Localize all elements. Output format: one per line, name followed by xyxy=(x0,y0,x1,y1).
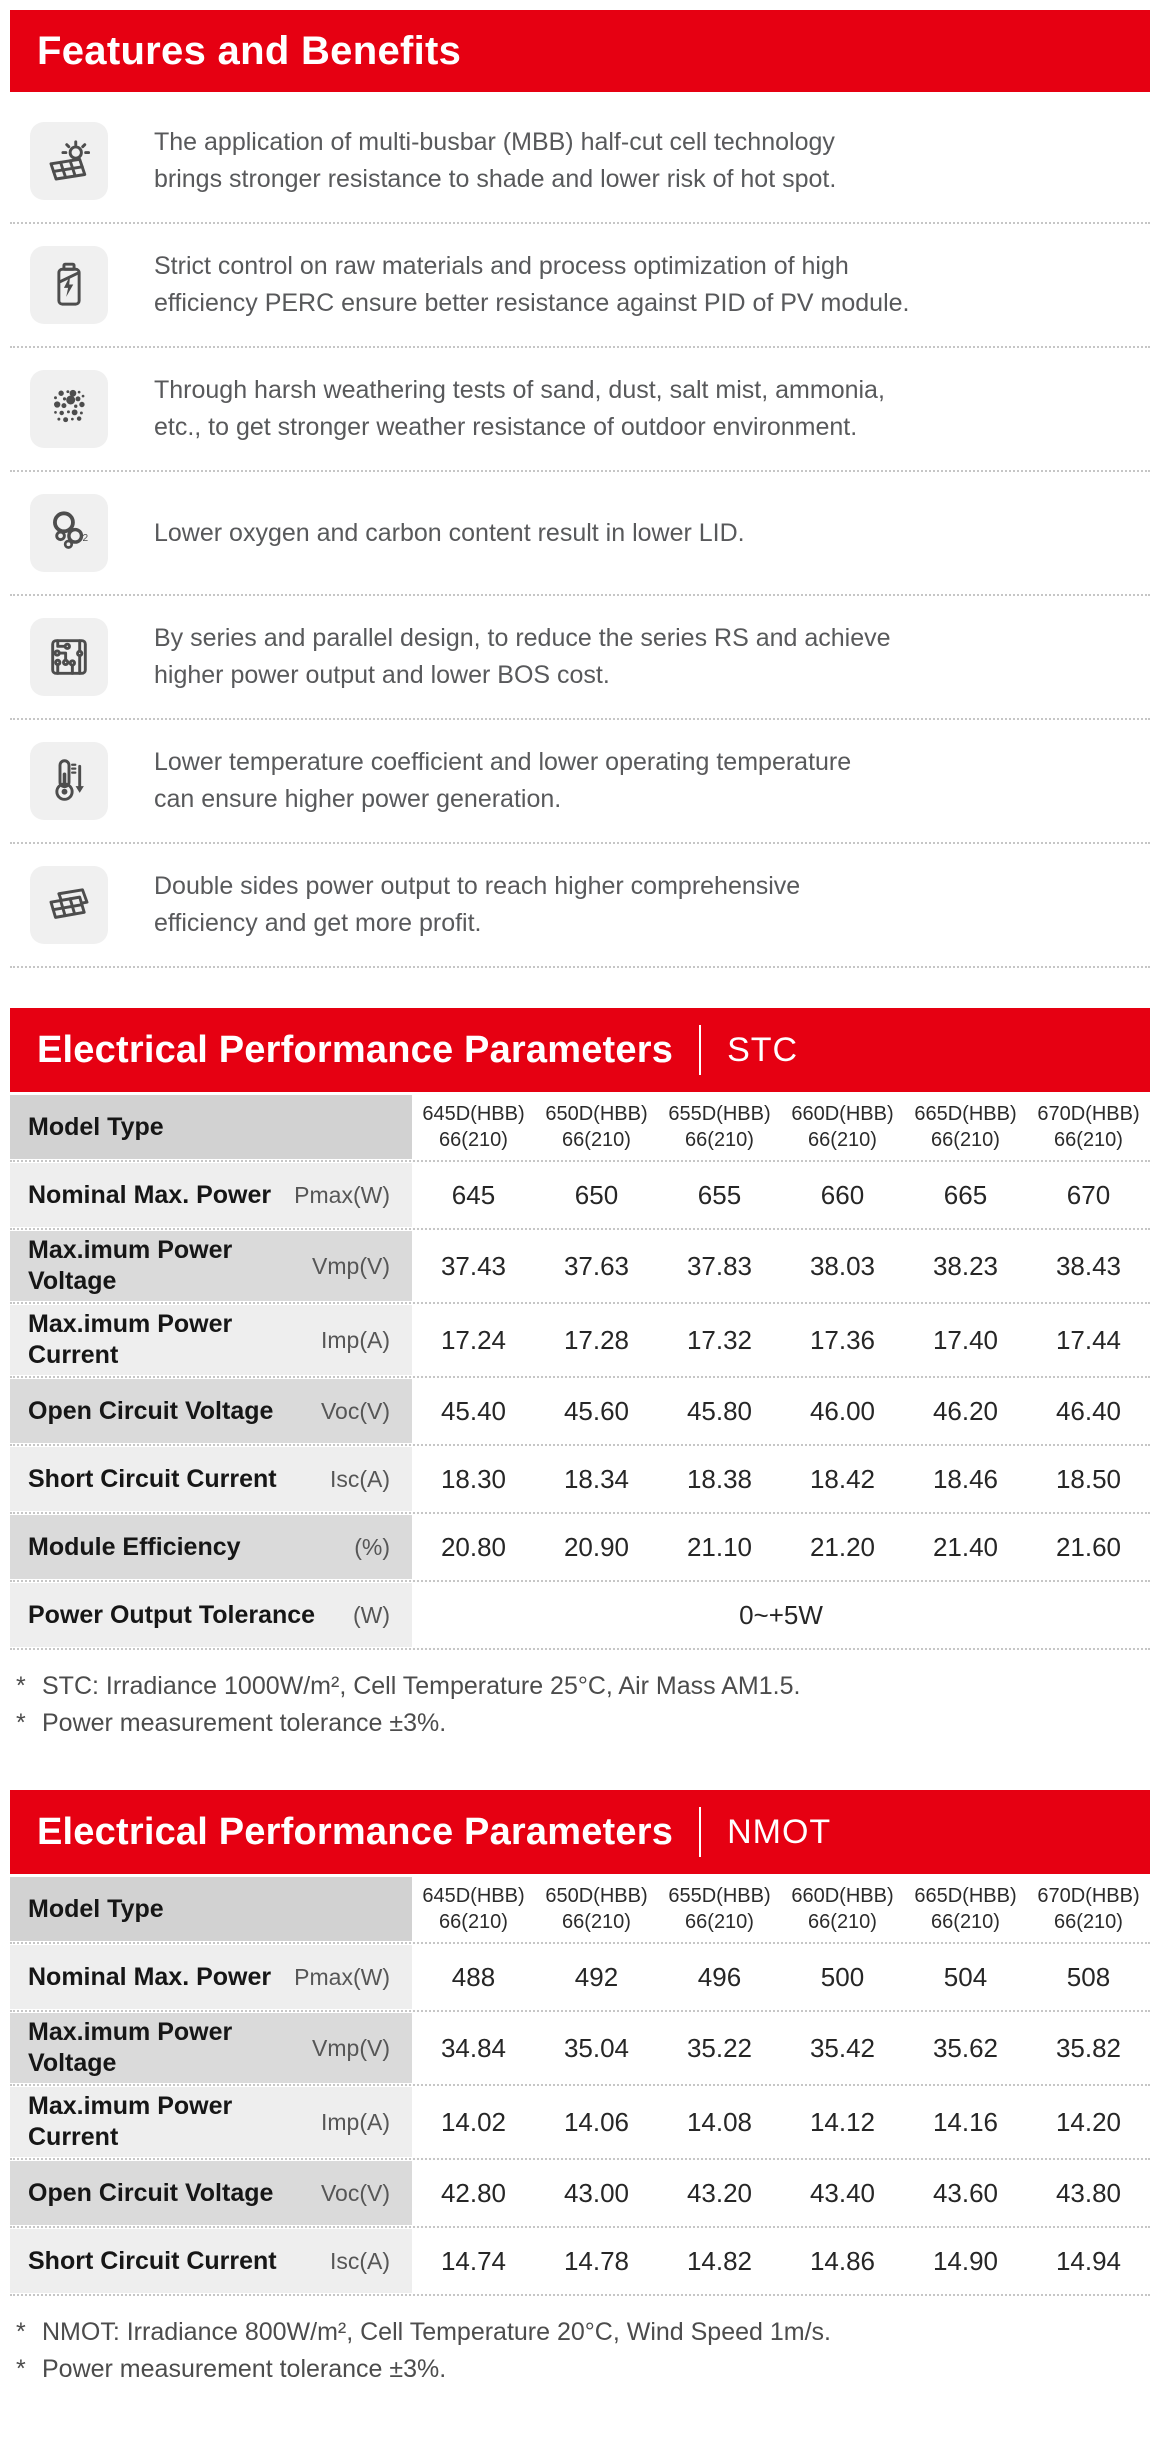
parameter-label: Max.imum Power Voltage xyxy=(28,1236,233,1295)
value-cell: 660 xyxy=(781,1163,904,1227)
row-separator xyxy=(10,2226,1150,2228)
value-cell: 18.50 xyxy=(1027,1447,1150,1511)
model-name-line1: 645D(HBB) xyxy=(422,1885,525,1907)
value-cell: 37.83 xyxy=(658,1231,781,1301)
value-cell: 43.60 xyxy=(904,2161,1027,2225)
battery-lightning-icon xyxy=(30,246,108,324)
feature-text: Strict control on raw materials and process optimization of high efficiency PERC ensure better resistance against PID of PV module. xyxy=(154,252,910,317)
model-header-cell xyxy=(658,1095,781,1159)
parameter-symbol: Imp(A) xyxy=(321,2108,390,2135)
features-list xyxy=(10,100,1150,968)
model-name-line1: 670D(HBB) xyxy=(1037,1103,1140,1125)
footnote xyxy=(16,2351,1150,2388)
feature-item xyxy=(10,348,1150,470)
feature-item xyxy=(10,844,1150,966)
row-separator xyxy=(10,1160,1150,1162)
row-separator xyxy=(10,1512,1150,1514)
parameter-symbol: Isc(A) xyxy=(329,2247,390,2274)
nmot-section-title: Electrical Performance Parameters xyxy=(37,1810,674,1853)
value-cell: 14.06 xyxy=(535,2087,658,2157)
parameter-symbol: (W) xyxy=(352,1601,390,1628)
parameter-label: Short Circuit Current xyxy=(28,2246,277,2275)
parameter-symbol: (%) xyxy=(354,1533,390,1560)
parameter-label: Open Circuit Voltage xyxy=(28,2178,274,2207)
value-cell: 14.82 xyxy=(658,2229,781,2293)
parameter-label-cell xyxy=(10,1515,412,1579)
parameter-label-cell xyxy=(10,1379,412,1443)
parameter-row xyxy=(10,1231,1150,1301)
model-name-line1: 670D(HBB) xyxy=(1037,1885,1140,1907)
parameter-row xyxy=(10,2087,1150,2157)
value-cell: 35.22 xyxy=(658,2013,781,2083)
row-separator xyxy=(10,1942,1150,1944)
model-header-cell xyxy=(1027,1877,1150,1941)
model-type-label: Model Type xyxy=(28,1112,164,1141)
parameter-label: Nominal Max. Power xyxy=(28,1180,272,1209)
parameter-label-cell xyxy=(10,1163,412,1227)
parameter-label-cell xyxy=(10,2229,412,2293)
header-divider-line xyxy=(699,1807,701,1857)
parameter-label: Power Output Tolerance xyxy=(28,1600,316,1629)
feature-text: By series and parallel design, to reduce the series RS and achieve higher power output and lower BOS cost. xyxy=(154,624,891,689)
feature-text: Double sides power output to reach higher comprehensive efficiency and get more profit. xyxy=(154,872,801,937)
parameter-symbol: Pmax(W) xyxy=(294,1963,390,1990)
parameter-label-cell xyxy=(10,1583,412,1647)
parameter-row xyxy=(10,1305,1150,1375)
bifacial-panel-icon xyxy=(30,866,108,944)
row-separator xyxy=(10,1648,1150,1650)
value-cell: 21.40 xyxy=(904,1515,1027,1579)
value-cell: 35.42 xyxy=(781,2013,904,2083)
value-cell: 508 xyxy=(1027,1945,1150,2009)
footnote-text: Power measurement tolerance ±3%. xyxy=(42,1709,447,1737)
stc-section xyxy=(10,1008,1150,1742)
value-cell: 46.40 xyxy=(1027,1379,1150,1443)
parameter-row xyxy=(10,1447,1150,1511)
parameter-symbol: Vmp(V) xyxy=(312,1252,390,1279)
model-header-cell xyxy=(412,1877,535,1941)
nmot-condition-label: NMOT xyxy=(727,1812,832,1851)
value-cell: 35.62 xyxy=(904,2013,1027,2083)
value-cell: 21.60 xyxy=(1027,1515,1150,1579)
value-cell: 665 xyxy=(904,1163,1027,1227)
row-separator xyxy=(10,2084,1150,2086)
value-cell: 43.00 xyxy=(535,2161,658,2225)
parameter-label-cell xyxy=(10,1305,412,1375)
feature-text: Lower oxygen and carbon content result in lower LID. xyxy=(154,518,745,547)
footnote-text: NMOT: Irradiance 800W/m², Cell Temperature 20°C, Wind Speed 1m/s. xyxy=(42,2318,831,2346)
parameter-row xyxy=(10,1515,1150,1579)
model-type-label-cell xyxy=(10,1095,412,1159)
model-header-cell xyxy=(781,1095,904,1159)
parameter-label: Nominal Max. Power xyxy=(28,1962,272,1991)
stc-section-header xyxy=(10,1008,1150,1092)
value-cell: 17.32 xyxy=(658,1305,781,1375)
value-cell: 17.36 xyxy=(781,1305,904,1375)
footnote-text: Power measurement tolerance ±3%. xyxy=(42,2355,447,2383)
svg-text:2: 2 xyxy=(82,532,89,544)
row-separator xyxy=(10,1444,1150,1446)
model-type-row xyxy=(10,1877,1150,1941)
value-cell: 500 xyxy=(781,1945,904,2009)
value-cell: 35.04 xyxy=(535,2013,658,2083)
parameter-label-cell xyxy=(10,1231,412,1301)
parameter-symbol: Imp(A) xyxy=(321,1326,390,1353)
parameter-row xyxy=(10,2229,1150,2293)
value-cell: 21.10 xyxy=(658,1515,781,1579)
stc-notes xyxy=(16,1668,1150,1742)
value-cell: 43.20 xyxy=(658,2161,781,2225)
model-header-cell xyxy=(535,1877,658,1941)
value-cell: 21.20 xyxy=(781,1515,904,1579)
footnote-text: STC: Irradiance 1000W/m², Cell Temperature 25°C, Air Mass AM1.5. xyxy=(42,1672,801,1700)
model-name-line1: 665D(HBB) xyxy=(914,1885,1017,1907)
value-cell: 18.42 xyxy=(781,1447,904,1511)
nmot-parameters-table xyxy=(10,1877,1150,2296)
value-cell: 34.84 xyxy=(412,2013,535,2083)
model-name-line1: 655D(HBB) xyxy=(668,1103,771,1125)
value-cell: 45.80 xyxy=(658,1379,781,1443)
model-name-line1: 655D(HBB) xyxy=(668,1885,771,1907)
row-separator xyxy=(10,1302,1150,1304)
value-cell: 43.80 xyxy=(1027,2161,1150,2225)
value-cell: 37.43 xyxy=(412,1231,535,1301)
value-cell: 43.40 xyxy=(781,2161,904,2225)
value-cell: 14.20 xyxy=(1027,2087,1150,2157)
model-name-line2: 66(210) xyxy=(1054,1911,1123,1933)
footnote-marker: * xyxy=(16,2355,26,2383)
value-cell: 14.08 xyxy=(658,2087,781,2157)
parameter-row xyxy=(10,1379,1150,1443)
value-cell: 18.34 xyxy=(535,1447,658,1511)
parameter-label-cell xyxy=(10,2087,412,2157)
spanning-value-cell: 0~+5W xyxy=(412,1583,1150,1647)
parameter-label-cell xyxy=(10,1945,412,2009)
parameter-symbol: Pmax(W) xyxy=(294,1181,390,1208)
value-cell: 17.28 xyxy=(535,1305,658,1375)
stc-condition-label: STC xyxy=(727,1030,799,1069)
feature-text: Lower temperature coefficient and lower operating temperature can ensure higher power generation. xyxy=(154,748,852,813)
value-cell: 17.44 xyxy=(1027,1305,1150,1375)
model-header-cell xyxy=(1027,1095,1150,1159)
value-cell: 504 xyxy=(904,1945,1027,2009)
value-cell: 38.43 xyxy=(1027,1231,1150,1301)
value-cell: 14.86 xyxy=(781,2229,904,2293)
value-cell: 14.94 xyxy=(1027,2229,1150,2293)
solar-panel-sun-icon xyxy=(30,122,108,200)
parameter-label: Module Efficiency xyxy=(28,1532,241,1561)
feature-item xyxy=(10,596,1150,718)
model-name-line2: 66(210) xyxy=(562,1129,631,1151)
parameter-row xyxy=(10,1945,1150,2009)
model-name-line2: 66(210) xyxy=(1054,1129,1123,1151)
feature-separator xyxy=(10,966,1150,968)
parameter-label: Max.imum Power Current xyxy=(28,1310,233,1369)
value-cell: 38.23 xyxy=(904,1231,1027,1301)
model-header-cell xyxy=(904,1095,1027,1159)
value-cell: 45.40 xyxy=(412,1379,535,1443)
feature-item xyxy=(10,100,1150,222)
nmot-notes xyxy=(16,2314,1150,2388)
value-cell: 650 xyxy=(535,1163,658,1227)
model-name-line2: 66(210) xyxy=(685,1129,754,1151)
model-name-line2: 66(210) xyxy=(685,1911,754,1933)
model-name-line1: 660D(HBB) xyxy=(791,1885,894,1907)
features-section-title: Features and Benefits xyxy=(37,28,462,73)
parameter-label-cell xyxy=(10,1447,412,1511)
value-cell: 46.20 xyxy=(904,1379,1027,1443)
feature-item xyxy=(10,472,1150,594)
value-cell: 35.82 xyxy=(1027,2013,1150,2083)
footnote-marker: * xyxy=(16,2318,26,2346)
model-header-cell xyxy=(535,1095,658,1159)
header-divider-line xyxy=(699,1025,701,1075)
footnote xyxy=(16,1668,1150,1705)
row-separator xyxy=(10,2158,1150,2160)
model-name-line2: 66(210) xyxy=(808,1911,877,1933)
value-cell: 18.30 xyxy=(412,1447,535,1511)
value-cell: 17.40 xyxy=(904,1305,1027,1375)
value-cell: 14.02 xyxy=(412,2087,535,2157)
value-cell: 14.90 xyxy=(904,2229,1027,2293)
model-type-label-cell xyxy=(10,1877,412,1941)
value-cell: 17.24 xyxy=(412,1305,535,1375)
value-cell: 670 xyxy=(1027,1163,1150,1227)
feature-text: Through harsh weathering tests of sand, dust, salt mist, ammonia, etc., to get stronger weather resistance of outdoor environment. xyxy=(154,376,885,441)
value-cell: 46.00 xyxy=(781,1379,904,1443)
row-separator xyxy=(10,1580,1150,1582)
parameter-label: Max.imum Power Voltage xyxy=(28,2018,233,2077)
nmot-section xyxy=(10,1790,1150,2388)
value-cell: 42.80 xyxy=(412,2161,535,2225)
value-cell: 645 xyxy=(412,1163,535,1227)
row-separator xyxy=(10,2010,1150,2012)
parameter-symbol: Voc(V) xyxy=(320,2179,390,2206)
footnote xyxy=(16,1705,1150,1742)
value-cell: 38.03 xyxy=(781,1231,904,1301)
parameter-row xyxy=(10,2013,1150,2083)
value-cell: 20.80 xyxy=(412,1515,535,1579)
parameter-symbol: Isc(A) xyxy=(329,1465,390,1492)
nmot-section-header xyxy=(10,1790,1150,1874)
parameter-symbol: Voc(V) xyxy=(320,1397,390,1424)
value-cell: 18.38 xyxy=(658,1447,781,1511)
parameter-label-cell xyxy=(10,2013,412,2083)
feature-text: The application of multi-busbar (MBB) half-cut cell technology brings stronger resistance to shade and lower risk of hot spot. xyxy=(154,128,837,193)
model-name-line1: 650D(HBB) xyxy=(545,1885,648,1907)
model-type-row xyxy=(10,1095,1150,1159)
value-cell: 655 xyxy=(658,1163,781,1227)
value-cell: 492 xyxy=(535,1945,658,2009)
value-cell: 45.60 xyxy=(535,1379,658,1443)
model-name-line1: 665D(HBB) xyxy=(914,1103,1017,1125)
model-name-line2: 66(210) xyxy=(931,1911,1000,1933)
parameter-label: Short Circuit Current xyxy=(28,1464,277,1493)
stc-section-title: Electrical Performance Parameters xyxy=(37,1028,674,1071)
model-header-cell xyxy=(904,1877,1027,1941)
parameter-row xyxy=(10,1163,1150,1227)
value-cell: 14.78 xyxy=(535,2229,658,2293)
footnote-marker: * xyxy=(16,1672,26,1700)
value-cell: 20.90 xyxy=(535,1515,658,1579)
feature-item xyxy=(10,720,1150,842)
value-cell: 14.16 xyxy=(904,2087,1027,2157)
model-header-cell xyxy=(781,1877,904,1941)
oxygen-bubbles-icon xyxy=(30,494,108,572)
parameter-label: Max.imum Power Current xyxy=(28,2092,233,2151)
value-cell: 496 xyxy=(658,1945,781,2009)
row-separator xyxy=(10,2294,1150,2296)
value-cell: 14.12 xyxy=(781,2087,904,2157)
footnote-marker: * xyxy=(16,1709,26,1737)
model-name-line2: 66(210) xyxy=(439,1129,508,1151)
feature-item xyxy=(10,224,1150,346)
footnote xyxy=(16,2314,1150,2351)
parameter-row xyxy=(10,2161,1150,2225)
value-cell: 488 xyxy=(412,1945,535,2009)
features-section-header xyxy=(10,10,1150,92)
model-name-line2: 66(210) xyxy=(562,1911,631,1933)
model-name-line1: 645D(HBB) xyxy=(422,1103,525,1125)
model-header-cell xyxy=(658,1877,781,1941)
parameter-label: Open Circuit Voltage xyxy=(28,1396,274,1425)
parameter-label-cell xyxy=(10,2161,412,2225)
model-name-line2: 66(210) xyxy=(931,1129,1000,1151)
model-name-line2: 66(210) xyxy=(439,1911,508,1933)
value-cell: 18.46 xyxy=(904,1447,1027,1511)
model-name-line1: 650D(HBB) xyxy=(545,1103,648,1125)
parameter-symbol: Vmp(V) xyxy=(312,2034,390,2061)
row-separator xyxy=(10,1376,1150,1378)
row-separator xyxy=(10,1228,1150,1230)
parameter-row xyxy=(10,1583,1150,1647)
model-type-label: Model Type xyxy=(28,1894,164,1923)
value-cell: 37.63 xyxy=(535,1231,658,1301)
circuit-board-icon xyxy=(30,618,108,696)
stc-parameters-table xyxy=(10,1095,1150,1650)
thermometer-down-icon xyxy=(30,742,108,820)
dust-particles-icon xyxy=(30,370,108,448)
model-name-line2: 66(210) xyxy=(808,1129,877,1151)
model-header-cell xyxy=(412,1095,535,1159)
model-name-line1: 660D(HBB) xyxy=(791,1103,894,1125)
value-cell: 14.74 xyxy=(412,2229,535,2293)
